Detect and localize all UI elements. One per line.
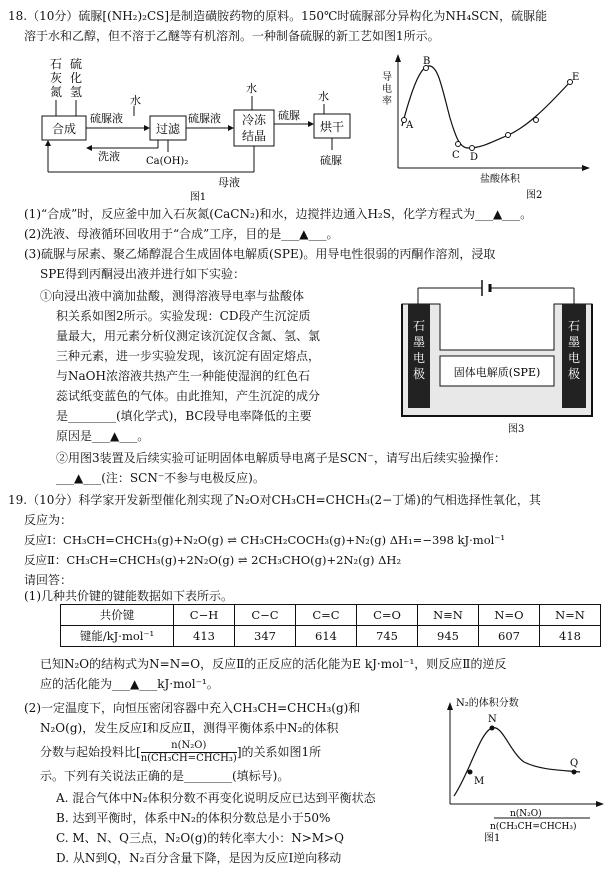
q19-fig1-curve: [454, 728, 580, 796]
q18-sub2-line1: ②用图3装置及后续实验可证明固体电解质导电离子是SCN⁻，请写出后续实验操作：: [56, 451, 506, 465]
q18-sub1-line6: 蕊试纸变蓝色的气体。由此推知，产生沉淀的成分: [56, 389, 321, 403]
option-c: C. M、N、Q三点，N₂O(g)的转化率大小：N>M>Q: [56, 831, 344, 845]
fig2-point-d: [470, 146, 475, 151]
flow-recycle-mother-liquor: 母液: [218, 176, 240, 189]
q19-fig1-caption: 图1: [484, 833, 501, 842]
option-a: A. 混合气体中N₂体积分数不再变化说明反应已达到平衡状态: [56, 791, 376, 805]
svg-text:冷冻: 冷冻: [241, 113, 267, 127]
q19-fig1-xlabel-bottom: n(CH₃CH=CHCH₃): [490, 822, 577, 832]
q18-sub1-line3: 量最大，用元素分析仪测定该沉淀仅含氮、氢、氯: [56, 329, 321, 343]
fig3-left-electrode-label: 石墨电极: [413, 319, 426, 381]
q18-sub1-line1: ①向浸出液中滴加盐酸，测得溶液导电率与盐酸体: [40, 289, 305, 303]
q18-part3-line1: (3)硫脲与尿素、聚乙烯醇混合生成固体电解质(SPE)。用导电性很弱的丙酮作溶剂，浸取: [24, 247, 496, 261]
q19-fig1-xlabel-top: n(N₂O): [510, 809, 542, 819]
feed-ratio-fraction: $\frac{\text{n(N₂O)}}{\text{n(CH₃CH=CHCH₃)}}$: [140, 740, 237, 764]
q19-part2-line1: (2)一定温度下，向恒压密闭容器中充入CH₃CH=CHCH₃(g)和: [24, 701, 361, 715]
svg-text:结晶: 结晶: [241, 129, 267, 143]
flow-input-h2s: 硫化氢: [70, 57, 83, 99]
q19-fig1-point-n: [490, 726, 495, 731]
table-cell: 607: [479, 626, 540, 647]
q18-part2: (2)洗液、母液循环回收用于“合成”工序，目的是___▲___。: [24, 227, 339, 241]
table-header-cell: C−H: [174, 605, 235, 626]
table-header-cell: N≡N: [418, 605, 479, 626]
table-row-label: 键能/kJ·mol⁻¹: [61, 626, 174, 647]
flow-box-filter-label: 过滤: [155, 122, 181, 136]
svg-text:M: M: [474, 776, 485, 787]
q19-fig1-ylabel: N₂的体积分数: [456, 698, 519, 709]
q19-reaction-1: 反应Ⅰ：CH₃CH=CHCH₃(g)+N₂O(g) ⇌ CH₃CH₂COCH₃(g)+N₂(g) ΔH₁=−398 kJ·mol⁻¹: [24, 533, 505, 547]
fig2-ylabel: 导电率: [382, 72, 392, 107]
option-d: D. 从N到Q，N₂百分含量下降，是因为反应Ⅰ逆向移动: [56, 851, 342, 865]
q19-part2-line4: 示。下列有关说法正确的是________(填标号)。: [40, 769, 290, 783]
option-b: B. 达到平衡时，体系中N₂的体积分数总是小于50%: [56, 811, 331, 825]
q19-head-line2: 反应为：: [24, 513, 73, 527]
svg-text:E: E: [572, 72, 580, 83]
table-header-cell: C=O: [357, 605, 418, 626]
bond-energy-table: [60, 604, 601, 647]
q18-sub2-line2: ___▲___(注：SCN⁻不参与电极反应)。: [56, 471, 265, 485]
svg-text:A: A: [406, 120, 414, 131]
q18-fig3-apparatus: [398, 276, 598, 436]
flow-out-thiourea: 硫脲: [320, 154, 342, 167]
q19-part1: (1)几种共价键的键能数据如下表所示。: [24, 589, 233, 603]
fig2-caption: 图2: [526, 190, 543, 201]
flow-input-lime-nitrogen: 石灰氮: [50, 57, 63, 99]
q18-sub1-line4: 三种元素，进一步实验发现，该沉淀有固定熔点，: [56, 349, 321, 363]
fig1-caption: 图1: [189, 192, 207, 202]
fig3-caption: 图3: [508, 424, 525, 435]
table-header-cell: C−C: [235, 605, 296, 626]
fig2-point-c: [456, 142, 461, 147]
svg-text:Q: Q: [570, 758, 579, 769]
q18-head-line1: 18.（10分）硫脲[(NH₂)₂CS]是制造磺胺药物的原料。150℃时硫脲部分异构化为NH₄SCN，硫脲能: [8, 9, 548, 23]
flow-water-1: 水: [130, 94, 141, 107]
q19-part1-line2: 已知N₂O的结构式为N=N=O，反应Ⅱ的正反应的活化能为E kJ·mol⁻¹，则反应Ⅱ的逆反: [40, 657, 507, 671]
flow-box-synthesis-label: 合成: [51, 122, 77, 136]
q18-head-line2: 溶于水和乙醇，但不溶于乙醚等有机溶剂。一种制备硫脲的新工艺如图1所示。: [24, 29, 440, 43]
q18-sub1-line8: 原因是___▲___。: [56, 429, 150, 443]
fig2-curve: [402, 66, 570, 148]
table-row-header: [61, 605, 601, 626]
table-cell: 614: [296, 626, 357, 647]
table-cell: 945: [418, 626, 479, 647]
flow-edge-thiourea-liquid-2: 硫脲液: [188, 112, 221, 125]
fig3-spe-label: 固体电解质(SPE): [453, 366, 541, 379]
q18-part1: (1)“合成”时，反应釜中加入石灰氮(CaCN₂)和水，边搅拌边通入H₂S，化学方程式为___▲___。: [24, 207, 533, 221]
flow-recycle-wash: 洗液: [98, 150, 120, 163]
q19-reaction-2: 反应Ⅱ：CH₃CH=CHCH₃(g)+2N₂O(g) ⇌ 2CH₃CHO(g)+2N₂(g) ΔH₂: [24, 553, 402, 567]
q18-fig2-chart: [376, 48, 596, 203]
svg-text:N: N: [488, 714, 497, 725]
flow-out-caoh2: Ca(OH)₂: [146, 156, 189, 167]
table-cell: 418: [540, 626, 601, 647]
q19-ask: 请回答：: [24, 573, 73, 587]
flow-water-2: 水: [246, 82, 257, 95]
table-header-cell: C=C: [296, 605, 357, 626]
q18-flow-diagram: [28, 52, 358, 202]
table-header-cell: N=N: [540, 605, 601, 626]
q19-head-line1: 19.（10分）科学家开发新型催化剂实现了N₂O对CH₃CH=CHCH₃(2−丁烯)的气相选择性氧化，其: [8, 493, 541, 507]
table-cell: 347: [235, 626, 296, 647]
q19-part2-line2: N₂O(g)，发生反应Ⅰ和反应Ⅱ，测得平衡体系中N₂的体积: [40, 721, 339, 735]
q18-part3-line2: SPE得到丙酮浸出液并进行如下实验：: [40, 267, 246, 281]
fig3-right-electrode-label: 石墨电极: [568, 319, 581, 381]
q18-sub1-line5: 与NaOH浓溶液共热产生一种能使湿润的红色石: [56, 369, 310, 383]
q18-sub1-line2: 积关系如图2所示。实验发现：CD段产生沉淀质: [56, 309, 311, 323]
table-row-values: [61, 626, 601, 647]
svg-text:C: C: [452, 150, 460, 161]
svg-text:D: D: [470, 152, 479, 163]
q19-part1-line3: 应的活化能为___▲___kJ·mol⁻¹。: [40, 677, 219, 691]
table-cell: 745: [357, 626, 418, 647]
fig2-xlabel: 盐酸体积: [480, 174, 520, 185]
q19-fig1-point-q: [572, 770, 577, 775]
q19-fig1-point-m: [468, 770, 473, 775]
table-cell: 413: [174, 626, 235, 647]
q19-fig1-chart: [440, 692, 610, 842]
q19-part2-line3: 分数与起始投料比[ $\frac{\text{n(N₂O)}}{\text{n(CH₃CH=CHCH₃)}}$ ]的关系如图1所: [40, 740, 322, 764]
flow-edge-thiourea-liquid-1: 硫脲液: [90, 112, 123, 125]
table-header-cell: N=O: [479, 605, 540, 626]
svg-text:水: 水: [318, 90, 329, 103]
table-header-cell: 共价键: [61, 605, 174, 626]
flow-edge-thiourea: 硫脲: [278, 109, 300, 122]
svg-text:B: B: [423, 56, 431, 67]
flow-box-dry-label: 烘干: [319, 120, 345, 134]
q18-sub1-line7: 是________(填化学式)，BC段导电率降低的主要: [56, 409, 312, 423]
